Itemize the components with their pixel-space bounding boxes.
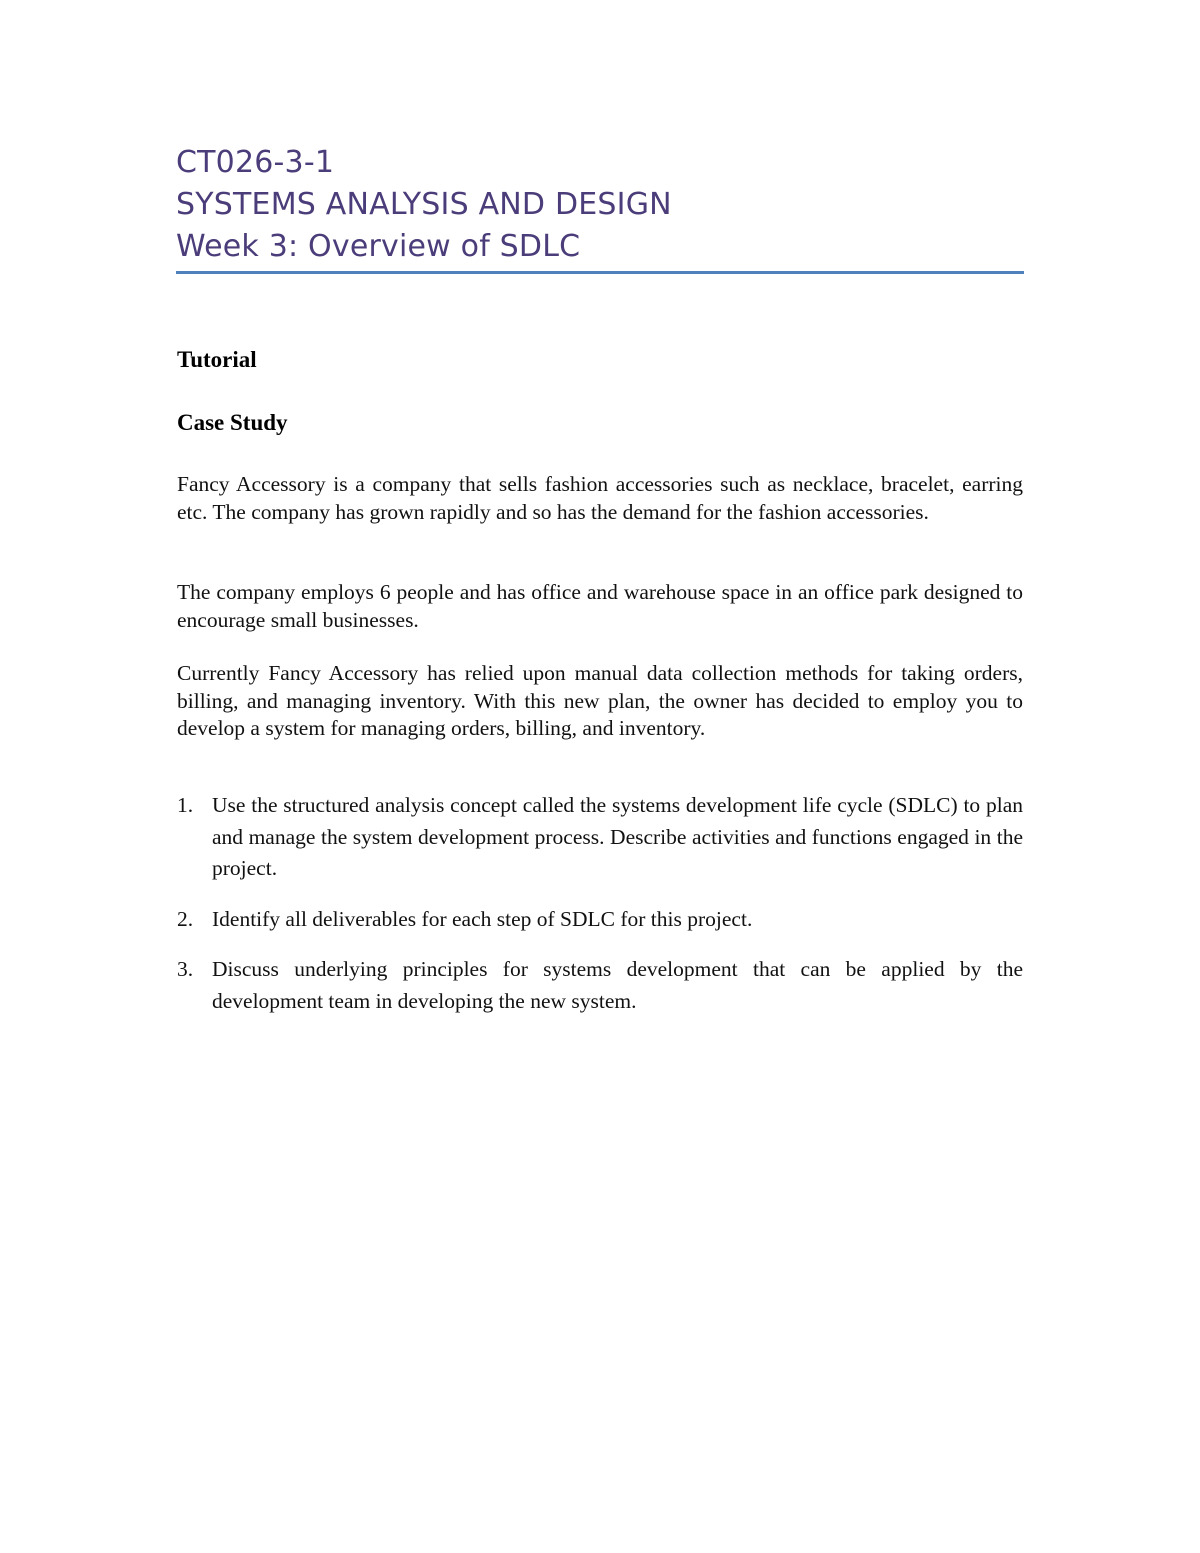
question-number: 2. xyxy=(177,906,194,931)
case-paragraph-2: The company employs 6 people and has office and warehouse space in an office park designed to encourage small businesses. xyxy=(177,580,1023,632)
question-item xyxy=(177,790,1023,885)
question-text: Discuss underlying principles for systems development that can be applied by the development team in developing the new system. xyxy=(212,957,1023,1013)
question-list xyxy=(177,790,1023,1036)
case-paragraph-3: Currently Fancy Accessory has relied upon manual data collection methods for taking orders, billing, and managing inventory. With this new plan, the owner has decided to employ you to develop a system for managing orders, billing, and inventory. xyxy=(177,661,1023,740)
course-code: CT026-3-1 xyxy=(176,145,335,180)
course-title: SYSTEMS ANALYSIS AND DESIGN xyxy=(176,187,672,222)
question-text: Identify all deliverables for each step of SDLC for this project. xyxy=(212,906,753,931)
week-title: Week 3: Overview of SDLC xyxy=(176,229,581,264)
title-underline-divider xyxy=(176,271,1024,274)
question-item xyxy=(177,904,1023,936)
question-number: 1. xyxy=(177,793,194,817)
question-number: 3. xyxy=(177,957,194,981)
case-study-heading: Case Study xyxy=(177,410,288,435)
question-item xyxy=(177,954,1023,1017)
question-text: Use the structured analysis concept called the systems development life cycle (SDLC) to plan and manage the system development process. Describe activities and functions engaged in the project. xyxy=(212,793,1023,880)
tutorial-heading: Tutorial xyxy=(177,347,257,372)
case-paragraph-1: Fancy Accessory is a company that sells fashion accessories such as necklace, bracelet, earring etc. The company has grown rapidly and so has the demand for the fashion accessories. xyxy=(177,472,1023,524)
title-block xyxy=(176,142,1024,268)
